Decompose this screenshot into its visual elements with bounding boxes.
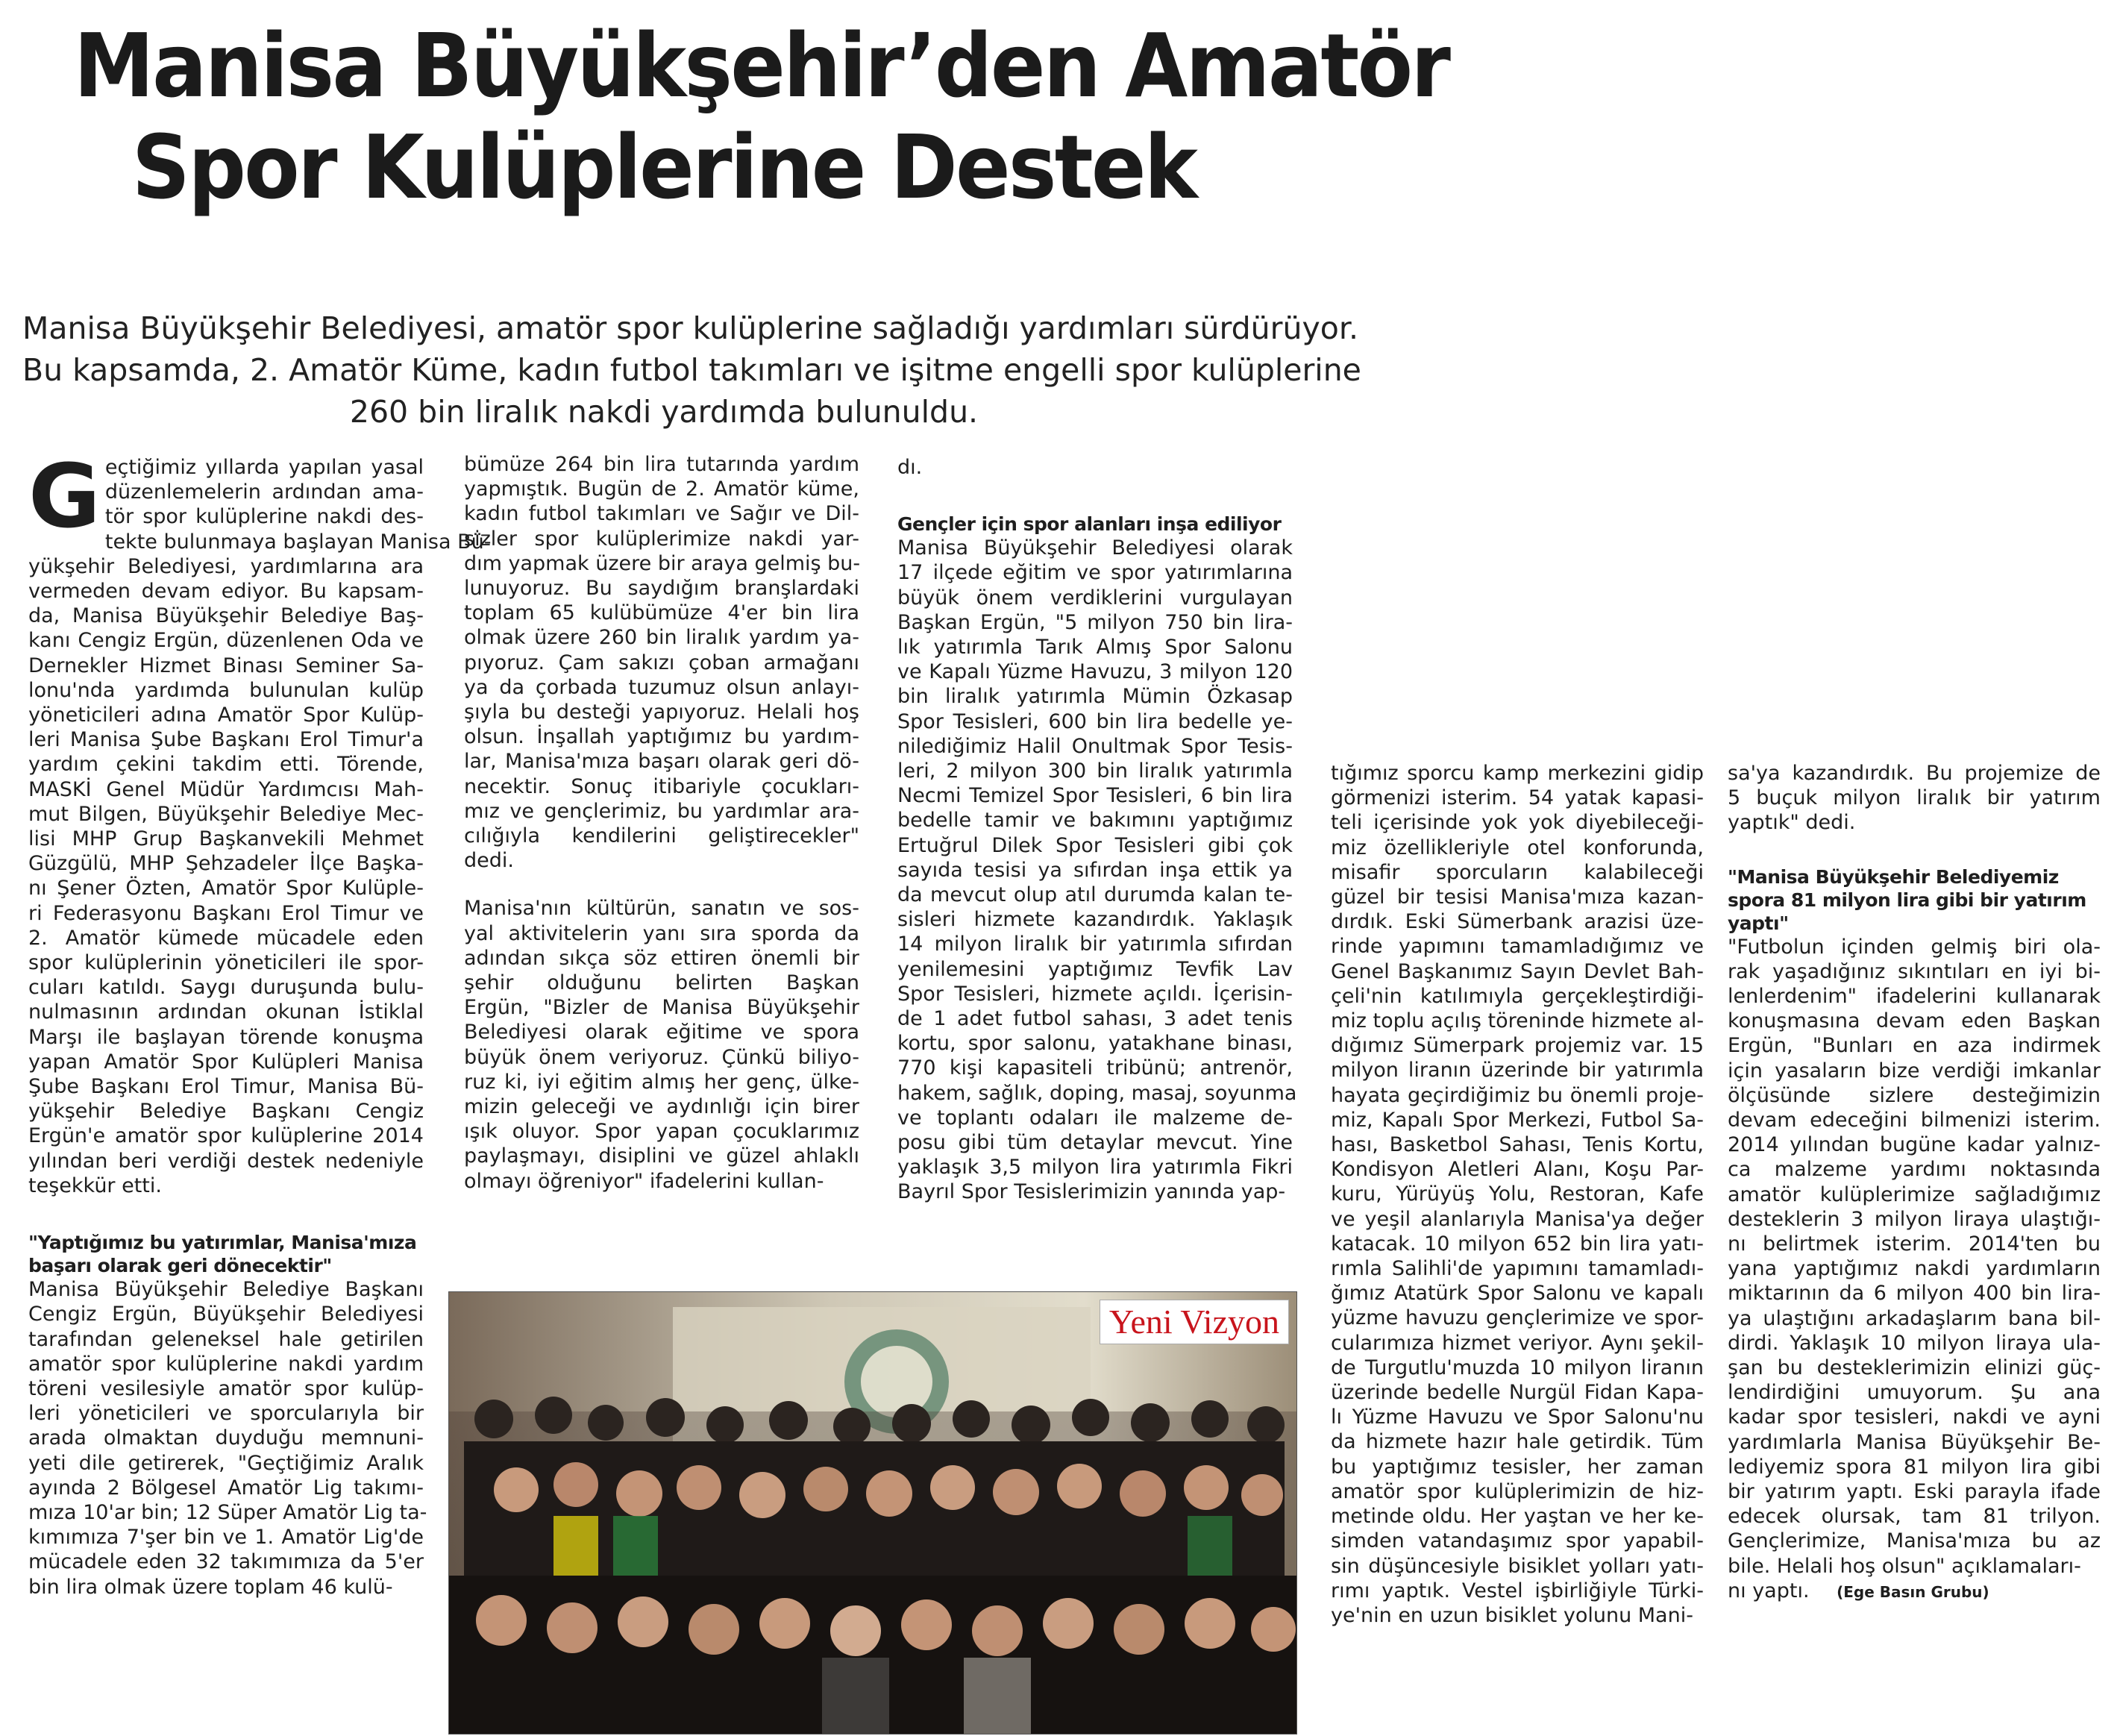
text-line: dım yapmak üzere bir araya gelmiş bu-	[464, 551, 861, 575]
text-line: yükşehir Belediye Başkanı Cengiz	[28, 1100, 424, 1124]
text-line: teli içerisinde yok yok diyebileceği-	[1331, 811, 1704, 835]
text-line: yaklaşık 3,5 milyon lira yatırımla Fikri	[897, 1156, 1293, 1179]
text-line: eçtiğimiz yıllarda yapılan yasal	[104, 456, 424, 479]
people-front-row	[449, 1576, 1296, 1734]
text-line: devam edeceğini bilmenizi isterim.	[1728, 1109, 2101, 1132]
text-line: şan bu desteklerimizin elinizi güç-	[1728, 1356, 2101, 1380]
text-line: Kondisyon Aletleri Alanı, Koşu Par-	[1331, 1158, 1704, 1182]
text-line: metinde oldu. Her yaştan ve her ke-	[1331, 1505, 1704, 1529]
text-line: sayıda tesisi ya sıfırdan inşa ettik ya	[897, 858, 1293, 882]
text-line: Gençlerimize, Manisa'mıza bu az	[1728, 1529, 2101, 1553]
text-line: güzel bir tesisi Manisa'mıza kazan-	[1331, 886, 1704, 909]
text-line: ca malzeme yardımı noktasında	[1728, 1158, 2101, 1182]
col1-subheading	[28, 1231, 424, 1277]
text-line: mizin geleceği ve aydınlığı için birer	[464, 1095, 859, 1119]
text-line: başarı olarak geri dönecektir"	[28, 1255, 332, 1277]
text-line: desteklerin 3 milyon liraya ulaştığı-	[1728, 1207, 2101, 1231]
text-line: cılığıyla kendilerini geliştirecekler"	[464, 824, 859, 848]
text-line: 5 buçuk milyon liralık bir yatırım	[1728, 786, 2101, 810]
text-line: ve toplantı odaları ile malzeme de-	[897, 1106, 1293, 1129]
text-line: toplam 65 kulübümüze 4'er bin lira	[464, 601, 859, 625]
text-line: büyük önem verdiklerini vurgulayan	[897, 586, 1293, 610]
text-line: Ertuğrul Dilek Spor Tesisleri gibi çok	[897, 833, 1293, 857]
text-line: "Manisa Büyükşehir Belediyemiz	[1728, 865, 2059, 888]
text-line: yılından beri verdiği destek nedeniyle	[28, 1149, 424, 1173]
text-line: ayında 2 Bölgesel Amatör Lig takımı-	[28, 1476, 424, 1500]
text-line: kortu, spor salonu, yatakhane binası,	[897, 1032, 1293, 1056]
text-line: kadar spor tesisleri, nakdi ve ayni	[1728, 1406, 2101, 1429]
text-line: milyon liranın üzerinde bir yatırımla	[1331, 1059, 1704, 1082]
text-line: adından sıkça söz ettiren önemli bir	[464, 946, 859, 970]
text-line: Güzgülü, MHP Şehzadeler İlçe Başka-	[28, 852, 424, 876]
text-line: simden vatandaşımız spor yapabil-	[1331, 1529, 1704, 1553]
text-line: "Futbolun içinden gelmiş biri ola-	[1728, 935, 2101, 959]
text-line: paylaşmayı, disiplini ve güzel ahlaklı	[464, 1144, 859, 1168]
text-line: lonu'nda yardımda bulunulan kulüp	[28, 678, 424, 702]
text-line: Genel Başkanımız Sayın Devlet Bah-	[1331, 959, 1704, 983]
text-line: rımı yaptık. Vestel işbirliğiyle Türki-	[1331, 1579, 1704, 1602]
text-line: bin lira olmak üzere toplam 46 kulü-	[28, 1575, 393, 1599]
text-line: ruz ki, iyi eğitim almış her genç, ülke-	[464, 1070, 859, 1094]
text-line: Ergün, "Bunları en aza indirmek	[1728, 1034, 2101, 1058]
text-line: miz toplu açılış töreninde hizmete al-	[1331, 1009, 1705, 1033]
text-line: tekte bulunmaya başlayan Manisa Bü-	[104, 530, 492, 554]
text-line: bir yatırım yaptı. Eski parayla ifade	[1728, 1480, 2101, 1504]
text-line: miz, Kapalı Spor Merkezi, Futbol Sa-	[1331, 1108, 1704, 1132]
text-line: 2. Amatör kümede mücadele eden	[28, 926, 424, 950]
text-line: kuru, Yürüyüş Yolu, Restoran, Kafe	[1331, 1182, 1704, 1206]
text-line: yükşehir Belediyesi, yardımlarına ara	[28, 554, 424, 578]
group-photo-illustration	[449, 1292, 1296, 1734]
text-line: kımımıza 7'şer bin ve 1. Amatör Lig'de	[28, 1526, 424, 1549]
text-line: yüzme havuzu gençlerimize ve spor-	[1331, 1306, 1704, 1330]
text-line: nilediğimiz Halil Onultmak Spor Tesis-	[897, 734, 1293, 758]
text-line: ölçüsünde sizlere desteğimizin	[1728, 1083, 2101, 1107]
text-line: 14 milyon liralık bir yatırımla sıfırdan	[897, 933, 1293, 956]
text-line: bin liralık yatırımla Mümin Özkasap	[897, 685, 1293, 709]
lead-line-2: Bu kapsamda, 2. Amatör Küme, kadın futbol takımları ve işitme engelli spor kulüplerine	[22, 352, 1361, 388]
text-line: yaptık" dedi.	[1728, 811, 1856, 835]
text-line: cularımıza hizmet veriyor. Aynı şekil-	[1331, 1331, 1704, 1355]
text-line: yapan Amatör Spor Kulüpleri Manisa	[28, 1050, 424, 1074]
text-line: miktarının da 6 milyon 400 bin lira-	[1728, 1282, 2101, 1306]
text-line: Gençler için spor alanları inşa ediliyor	[897, 513, 1282, 536]
text-line: Marşı ile başlayan törende konuşma	[28, 1025, 424, 1049]
text-line: leri, 2 milyon 300 bin liralık yatırımla	[897, 759, 1293, 783]
text-line: lar, Manisa'mıza başarı olarak geri dö-	[464, 750, 859, 774]
text-line: Belediyesi olarak eğitime ve spora	[464, 1021, 859, 1044]
text-line: ya da çorbada tuzumuz olsun anlayı-	[464, 675, 859, 699]
text-line: dırdık. Eski Sümerbank arazisi üze-	[1331, 910, 1704, 934]
text-line: yapmıştık. Bugün de 2. Amatör küme,	[464, 477, 859, 501]
source-credit: (Ege Basın Grubu)	[1837, 1582, 1989, 1601]
text-line: lendirdiğini umuyorum. Şu ana	[1728, 1381, 2101, 1405]
text-line: de 1 adet futbol sahası, 3 adet tenis	[897, 1007, 1293, 1031]
text-line: sisleri hizmete kazandırdık. Yaklaşık	[897, 908, 1293, 932]
text-line: Manisa Büyükşehir Belediye Başkanı	[28, 1278, 424, 1302]
col5-paragraph-2	[1728, 935, 2101, 1579]
col5-subheading	[1728, 865, 2101, 935]
text-line: hası, Basketbol Sahası, Tenis Kortu,	[1331, 1133, 1704, 1157]
headline	[73, 14, 1449, 219]
lead-line-1: Manisa Büyükşehir Belediyesi, amatör spor kulüplerine sağladığı yardımları sürdürüyor.	[22, 310, 1358, 346]
text-line: ğımız Atatürk Spor Salonu ve kapalı	[1331, 1282, 1704, 1306]
text-line: Spor Tesisleri, hizmete açıldı. İçerisin-	[897, 982, 1293, 1006]
headline-line-1: Manisa Büyükşehir’den Amatör	[73, 14, 1449, 117]
text-line: için yasaların bize verdiği imkanlar	[1728, 1059, 2101, 1082]
text-line: spora 81 milyon lira gibi bir yatırım	[1728, 889, 2086, 911]
lead-paragraph	[22, 307, 1361, 433]
col3-paragraph-1	[897, 455, 1293, 480]
text-line: olmayı öğreniyor" ifadelerini kullan-	[464, 1169, 824, 1193]
text-line: dedi.	[464, 849, 514, 873]
newspaper-watermark: Yeni Vizyon	[1100, 1300, 1289, 1344]
text-line: Başkan Ergün, "5 milyon 750 bin lira-	[897, 610, 1293, 634]
text-line: ışık oluyor. Spor yapan çocuklarımız	[464, 1120, 859, 1144]
text-line: hayata geçirdiğimiz bu önemli proje-	[1331, 1083, 1704, 1107]
text-line: bu yaptığımız tesisler, her zaman	[1331, 1455, 1704, 1479]
text-line: yaptı"	[1728, 912, 1789, 934]
text-line: sin düşüncesiyle bisiklet yolları yatı-	[1331, 1554, 1704, 1578]
text-line: posu gibi tüm detaylar mevcut. Yine	[897, 1131, 1293, 1155]
text-line: necektir. Sonuç itibariyle çocukları-	[464, 774, 859, 798]
text-line: 17 ilçede eğitim ve spor yatırımlarına	[897, 561, 1293, 585]
text-line: rak yaşadığınız sıkıntıları en iyi bi-	[1728, 959, 2101, 983]
text-line: 2014 yılından bugüne kadar yalnız-	[1728, 1133, 2101, 1157]
text-line: Manisa Büyükşehir Belediyesi olarak	[897, 536, 1293, 560]
text-line: yardımlarla Manisa Büyükşehir Be-	[1728, 1430, 2101, 1454]
text-line: bedelle tamir ve bakımını yaptığımız	[897, 809, 1293, 833]
text-line: mut Bilgen, Büyükşehir Belediye Mec-	[28, 802, 424, 826]
text-line: Spor Tesisleri, 600 bin lira bedelle ye-	[897, 709, 1293, 733]
text-line: üzerinde bedelle Nurgül Fidan Kapa-	[1331, 1381, 1704, 1405]
text-line: mız ve gençlerimiz, bu yardımlar ara-	[464, 799, 859, 823]
text-line: 770 kişi kapasiteli tribünü; antrenör,	[897, 1056, 1293, 1080]
text-line: lı Yüzme Havuzu ve Spor Salonu'nu	[1331, 1406, 1704, 1429]
text-line: amatör spor kulüplerimizin de hiz-	[1331, 1479, 1704, 1503]
text-line: lunuyoruz. Bu saydığım branşlardaki	[464, 577, 859, 601]
text-line: görmenizi isterim. 54 yatak kapasi-	[1331, 786, 1704, 810]
col5-paragraph-1	[1728, 761, 2101, 836]
text-line: amatör kulüplerimize sağladığımız	[1728, 1182, 2101, 1206]
text-line: arada olmaktan duyduğu memnuni-	[28, 1426, 424, 1450]
text-line: lık yatırımla Tarık Almış Spor Salonu	[897, 636, 1293, 659]
text-line: bümüze 264 bin lira tutarında yardım	[464, 453, 859, 476]
text-line: kanı Cengiz Ergün, düzenlenen Oda ve	[28, 629, 424, 653]
text-line: olmak üzere 260 bin liralık yardım ya-	[464, 626, 859, 650]
article-column-4	[1331, 761, 1704, 1628]
lead-line-3: 260 bin liralık nakdi yardımda bulunuldu.	[349, 394, 979, 430]
people-middle-row	[464, 1441, 1285, 1591]
text-line: yana yaptığımız nakdi yardımların	[1728, 1257, 2101, 1281]
text-line: da mevcut olup atıl durumda kalan te-	[897, 883, 1293, 907]
group-photo	[448, 1291, 1297, 1735]
col5-closing-text: nı yaptı.	[1728, 1579, 1810, 1602]
text-line: ve Kapalı Yüzme Havuzu, 3 milyon 120	[897, 660, 1293, 684]
col2-paragraph-1	[464, 452, 859, 873]
article-column-5	[1728, 761, 2101, 1605]
article-column-3	[897, 455, 1297, 1205]
text-line: düzenlemelerin ardından ama-	[104, 480, 424, 504]
drop-cap: G	[28, 445, 101, 548]
text-line: olsun. İnşallah yaptığımız bu yardım-	[464, 725, 859, 749]
text-line: yardım çekini takdim etti. Törende,	[28, 753, 424, 777]
text-line: Dernekler Hizmet Binası Seminer Sa-	[28, 654, 424, 677]
text-line: kadın futbol takımları ve Sağır ve Dil-	[464, 502, 859, 526]
text-line: yenilemesini yaptığımız Tevfik Lav	[897, 957, 1293, 981]
text-line: da, Manisa Büyükşehir Belediye Baş-	[28, 604, 424, 628]
text-line: da hizmete hazır hale getirdik. Tüm	[1331, 1430, 1704, 1454]
text-line: tör spor kulüplerine nakdi des-	[104, 505, 424, 529]
text-line: töreni vesilesiyle amatör spor kulüp-	[28, 1376, 424, 1400]
text-line: misafir sporcuların kalabileceği	[1331, 860, 1704, 884]
text-line: Ergün, "Bizler de Manisa Büyükşehir	[464, 996, 859, 1020]
headline-line-2: Spor Kulüplerine Destek	[131, 116, 1197, 219]
text-line: ri Federasyonu Başkanı Erol Timur ve	[28, 901, 424, 925]
text-line: yeti dile getirerek, "Geçtiğimiz Aralık	[28, 1451, 424, 1475]
text-line: edecek olursak, tam 81 trilyon.	[1728, 1505, 2101, 1529]
text-line: spor kulüplerinin yöneticileri ile spor-	[28, 951, 424, 975]
text-line: pıyoruz. Çam sakızı çoban armağanı	[464, 651, 859, 674]
text-line: lisi MHP Grup Başkanvekili Mehmet	[28, 827, 424, 851]
text-line: çeli'nin katılımıyla gerçekleştirdiği-	[1331, 984, 1704, 1008]
text-line: Ergün'e amatör spor kulüplerine 2014	[28, 1124, 424, 1148]
text-line: nı belirtmek isterim. 2014'ten bu	[1728, 1232, 2101, 1256]
col5-last-line	[1728, 1579, 2101, 1605]
text-line: miz özellikleriyle otel konforunda,	[1331, 836, 1704, 859]
text-line: mücadele eden 32 takımımıza da 5'er	[28, 1550, 424, 1574]
text-line: teşekkür etti.	[28, 1173, 162, 1197]
text-line: tığımız sporcu kamp merkezini gidip	[1331, 762, 1704, 785]
text-line: nı Şener Özten, Amatör Spor Kulüple-	[28, 877, 424, 900]
text-line: yöneticileri adına Amatör Spor Kulüp-	[28, 704, 424, 727]
text-line: dığımız Sümerpark projemiz var. 15	[1331, 1034, 1704, 1058]
text-line: "Yaptığımız bu yatırımlar, Manisa'mıza	[28, 1232, 417, 1254]
text-line: katacak. 10 milyon 652 bin lira yatı-	[1331, 1232, 1704, 1256]
text-line: de Turgutlu'muzda 10 milyon liranın	[1331, 1356, 1704, 1379]
col2-paragraph-2	[464, 896, 859, 1193]
text-line: sizler spor kulüplerimize nakdi yar-	[464, 527, 859, 551]
col4-paragraph	[1331, 761, 1704, 1628]
article-column-2	[464, 452, 859, 1194]
text-line: yal aktivitelerin yanı sıra sporda da	[464, 921, 859, 945]
text-line: şıyla bu desteği yapıyoruz. Helali hoş	[464, 701, 859, 724]
text-line: ve yeşil alanlarıyla Manisa'ya değer	[1331, 1207, 1704, 1231]
text-line: amatör spor kulüplerine nakdi yardım	[28, 1352, 424, 1376]
text-line: büyük önem veriyoruz. Çünkü biliyo-	[464, 1045, 859, 1069]
text-line: rımla Salihli'de yapımını tamamladı-	[1331, 1257, 1704, 1281]
text-line: konuşmasına devam eden Başkan	[1728, 1009, 2101, 1033]
text-line: dı.	[897, 456, 923, 479]
text-line: leri yöneticileri ve sporcularıyla bir	[28, 1402, 424, 1426]
text-line: Cengiz Ergün, Büyükşehir Belediyesi	[28, 1303, 424, 1326]
text-line: ye'nin en uzun bisiklet yolunu Mani-	[1331, 1603, 1693, 1627]
text-line: bile. Helali hoş olsun" açıklamaları-	[1728, 1554, 2081, 1578]
text-line: cuları katıldı. Saygı duruşunda bulu-	[28, 976, 424, 1000]
text-line: Bayrıl Spor Tesislerimizin yanında yap-	[897, 1180, 1286, 1204]
text-line: rinde yapımını tamamladığımız ve	[1331, 935, 1704, 959]
text-line: vermeden devam ediyor. Bu kapsam-	[28, 580, 424, 604]
text-line: ya ulaştığını arkadaşlarım bana bil-	[1728, 1306, 2101, 1330]
text-line: lenlerdenim" ifadelerini kullanarak	[1728, 985, 2101, 1009]
text-line: mıza 10'ar bin; 12 Süper Amatör Lig ta-	[28, 1500, 427, 1524]
text-line: Necmi Temizel Spor Tesisleri, 6 bin lira	[897, 784, 1293, 808]
text-line: leri Manisa Şube Başkanı Erol Timur'a	[28, 728, 424, 752]
text-line: hakem, sağlık, doping, masaj, soyunma	[897, 1081, 1297, 1105]
text-line: Şube Başkanı Erol Timur, Manisa Bü-	[28, 1075, 424, 1099]
text-line: Manisa'nın kültürün, sanatın ve sos-	[464, 897, 859, 921]
text-line: nulmasının ardından okunan İstiklal	[28, 1000, 424, 1024]
text-line: tarafından geleneksel hale getirilen	[28, 1327, 424, 1351]
text-line: MASKİ Genel Müdür Yardımcısı Mah-	[28, 777, 424, 801]
text-line: dirdi. Yaklaşık 10 milyon liraya ula-	[1728, 1331, 2101, 1355]
text-line: şehir olduğunu belirten Başkan	[464, 971, 859, 995]
col1-paragraph-2	[28, 1277, 427, 1599]
text-line: lediyemiz spora 81 milyon lira gibi	[1728, 1455, 2101, 1479]
text-line: sa'ya kazandırdık. Bu projemize de	[1728, 762, 2101, 785]
col3-subheading	[897, 513, 1293, 536]
col3-paragraph-2	[897, 536, 1297, 1204]
